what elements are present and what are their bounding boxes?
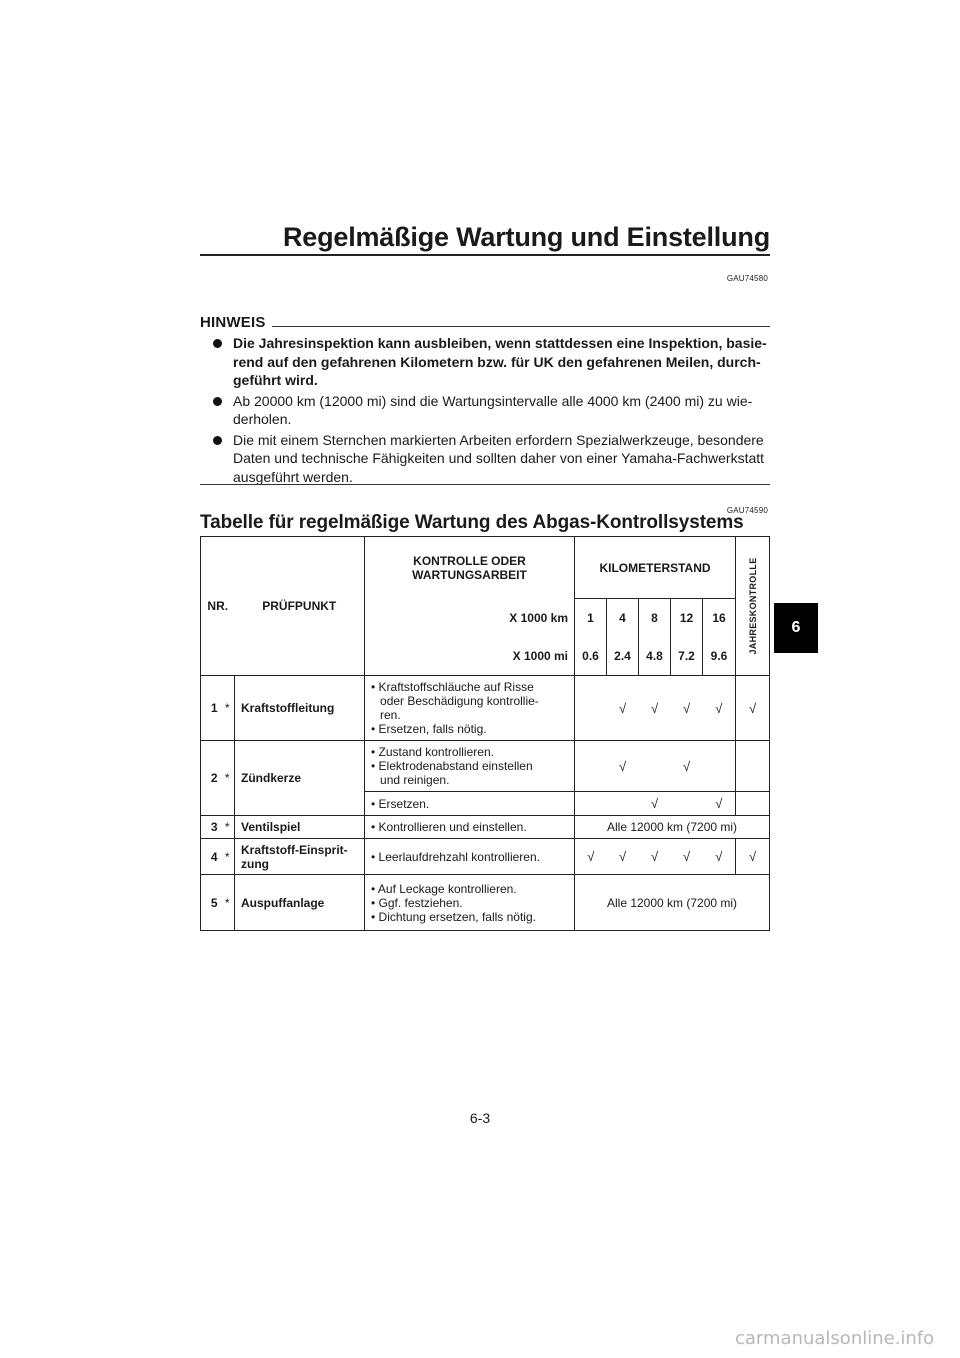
table-row (201, 875, 770, 931)
reference-code: GAU74590 (726, 506, 768, 515)
km-value: 8 (639, 599, 671, 637)
check-mark: √ (607, 741, 639, 792)
km-value: 1 (575, 599, 607, 637)
check-mark: √ (607, 839, 639, 875)
row-number: 1 (201, 676, 221, 741)
hinweis-bottom-rule (200, 484, 770, 485)
check-mark: √ (703, 839, 736, 875)
check-mark: √ (639, 839, 671, 875)
header-jahreskontrolle: JAHRESKONTROLLE (736, 537, 770, 676)
item-name: Kraftstoffleitung (235, 676, 365, 741)
asterisk-marker: * (221, 741, 235, 816)
asterisk-marker: * (221, 839, 235, 875)
km-value: 16 (703, 599, 736, 637)
item-name: Kraftstoff-Einsprit- zung (235, 839, 365, 875)
header-kilometerstand: KILOMETERSTAND (575, 537, 736, 599)
item-name: Auspuffanlage (235, 875, 365, 931)
page-title: Regelmäßige Wartung und Einstellung (282, 222, 770, 252)
check-mark: √ (575, 839, 607, 875)
check-mark: √ (671, 741, 703, 792)
row-number: 5 (201, 875, 221, 931)
empty-cell (575, 676, 607, 741)
header-kontrolle: KONTROLLE ODER WARTUNGSARBEIT (365, 537, 575, 599)
hinweis-list (200, 334, 770, 488)
check-mark: √ (607, 676, 639, 741)
mi-value: 7.2 (671, 637, 703, 675)
empty-cell (575, 741, 607, 792)
interval-text: Alle 12000 km (7200 mi) (575, 875, 770, 931)
bullet-icon (213, 436, 222, 445)
header-mi-unit: X 1000 mi (365, 637, 575, 675)
row-number: 3 (201, 816, 221, 839)
km-value: 12 (671, 599, 703, 637)
hinweis-item: Die mit einem Sternchen markierten Arbeiten erfordern Spezialwerkzeuge, besondere Daten und technische Fähigkeiten und sollten daher von einer Yamaha-Fachwerkstatt ausgeführt werden. (200, 431, 770, 487)
table-row (201, 741, 770, 792)
work-description: • Ersetzen. (365, 792, 575, 816)
km-value: 4 (607, 599, 639, 637)
asterisk-marker: * (221, 875, 235, 931)
empty-cell (736, 741, 770, 792)
title-rule (200, 254, 770, 256)
interval-text: Alle 12000 km (7200 mi) (575, 816, 770, 839)
check-mark: √ (671, 839, 703, 875)
check-mark: √ (671, 676, 703, 741)
hinweis-item: Die Jahresinspektion kann ausbleiben, wenn stattdessen eine Inspektion, basie-rend auf den gefahrenen Kilometern bzw. für UK den gefahrenen Meilen, durch-geführt wird. (200, 334, 770, 390)
work-description: • Kontrollieren und einstellen. (365, 816, 575, 839)
row-number: 2 (201, 741, 221, 816)
empty-cell (639, 741, 671, 792)
maintenance-table (200, 536, 770, 931)
work-description: • Kraftstoffschläuche auf Risse oder Beschädigung kontrollie- ren. • Ersetzen, falls nötig. (365, 676, 575, 741)
mi-value: 0.6 (575, 637, 607, 675)
check-mark: √ (736, 676, 770, 741)
hinweis-heading: HINWEIS (200, 314, 266, 331)
work-description: • Leerlaufdrehzahl kontrollieren. (365, 839, 575, 875)
mi-value: 4.8 (639, 637, 671, 675)
check-mark: √ (736, 839, 770, 875)
mi-value: 2.4 (607, 637, 639, 675)
hinweis-item: Ab 20000 km (12000 mi) sind die Wartungsintervalle alle 4000 km (2400 mi) zu wie-derholen. (200, 392, 770, 429)
empty-cell (575, 792, 607, 816)
page-number: 6-3 (469, 1110, 491, 1126)
chapter-tab: 6 (774, 603, 818, 653)
table-row (201, 676, 770, 741)
check-mark: √ (703, 676, 736, 741)
item-name: Ventilspiel (235, 816, 365, 839)
empty-cell (703, 741, 736, 792)
header-nr: NR. (201, 537, 235, 676)
mi-value: 9.6 (703, 637, 736, 675)
watermark: carmanualsonline.info (735, 1328, 935, 1349)
table-row (201, 816, 770, 839)
item-name: Zündkerze (235, 741, 365, 816)
empty-cell (736, 792, 770, 816)
empty-cell (607, 792, 639, 816)
row-number: 4 (201, 839, 221, 875)
empty-cell (671, 792, 703, 816)
header-km-unit: X 1000 km (365, 599, 575, 637)
header-pruefpunkt: PRÜFPUNKT (235, 537, 365, 676)
bullet-icon (213, 339, 222, 348)
asterisk-marker: * (221, 816, 235, 839)
section-title: Tabelle für regelmäßige Wartung des Abgas-Kontrollsystems (200, 512, 744, 533)
check-mark: √ (639, 792, 671, 816)
check-mark: √ (703, 792, 736, 816)
hinweis-rule (272, 326, 770, 327)
check-mark: √ (639, 676, 671, 741)
asterisk-marker: * (221, 676, 235, 741)
table-row (201, 839, 770, 875)
bullet-icon (213, 397, 222, 406)
reference-code: GAU74580 (726, 274, 768, 283)
work-description: • Auf Leckage kontrollieren. • Ggf. festziehen. • Dichtung ersetzen, falls nötig. (365, 875, 575, 931)
work-description: • Zustand kontrollieren. • Elektrodenabstand einstellen und reinigen. (365, 741, 575, 792)
